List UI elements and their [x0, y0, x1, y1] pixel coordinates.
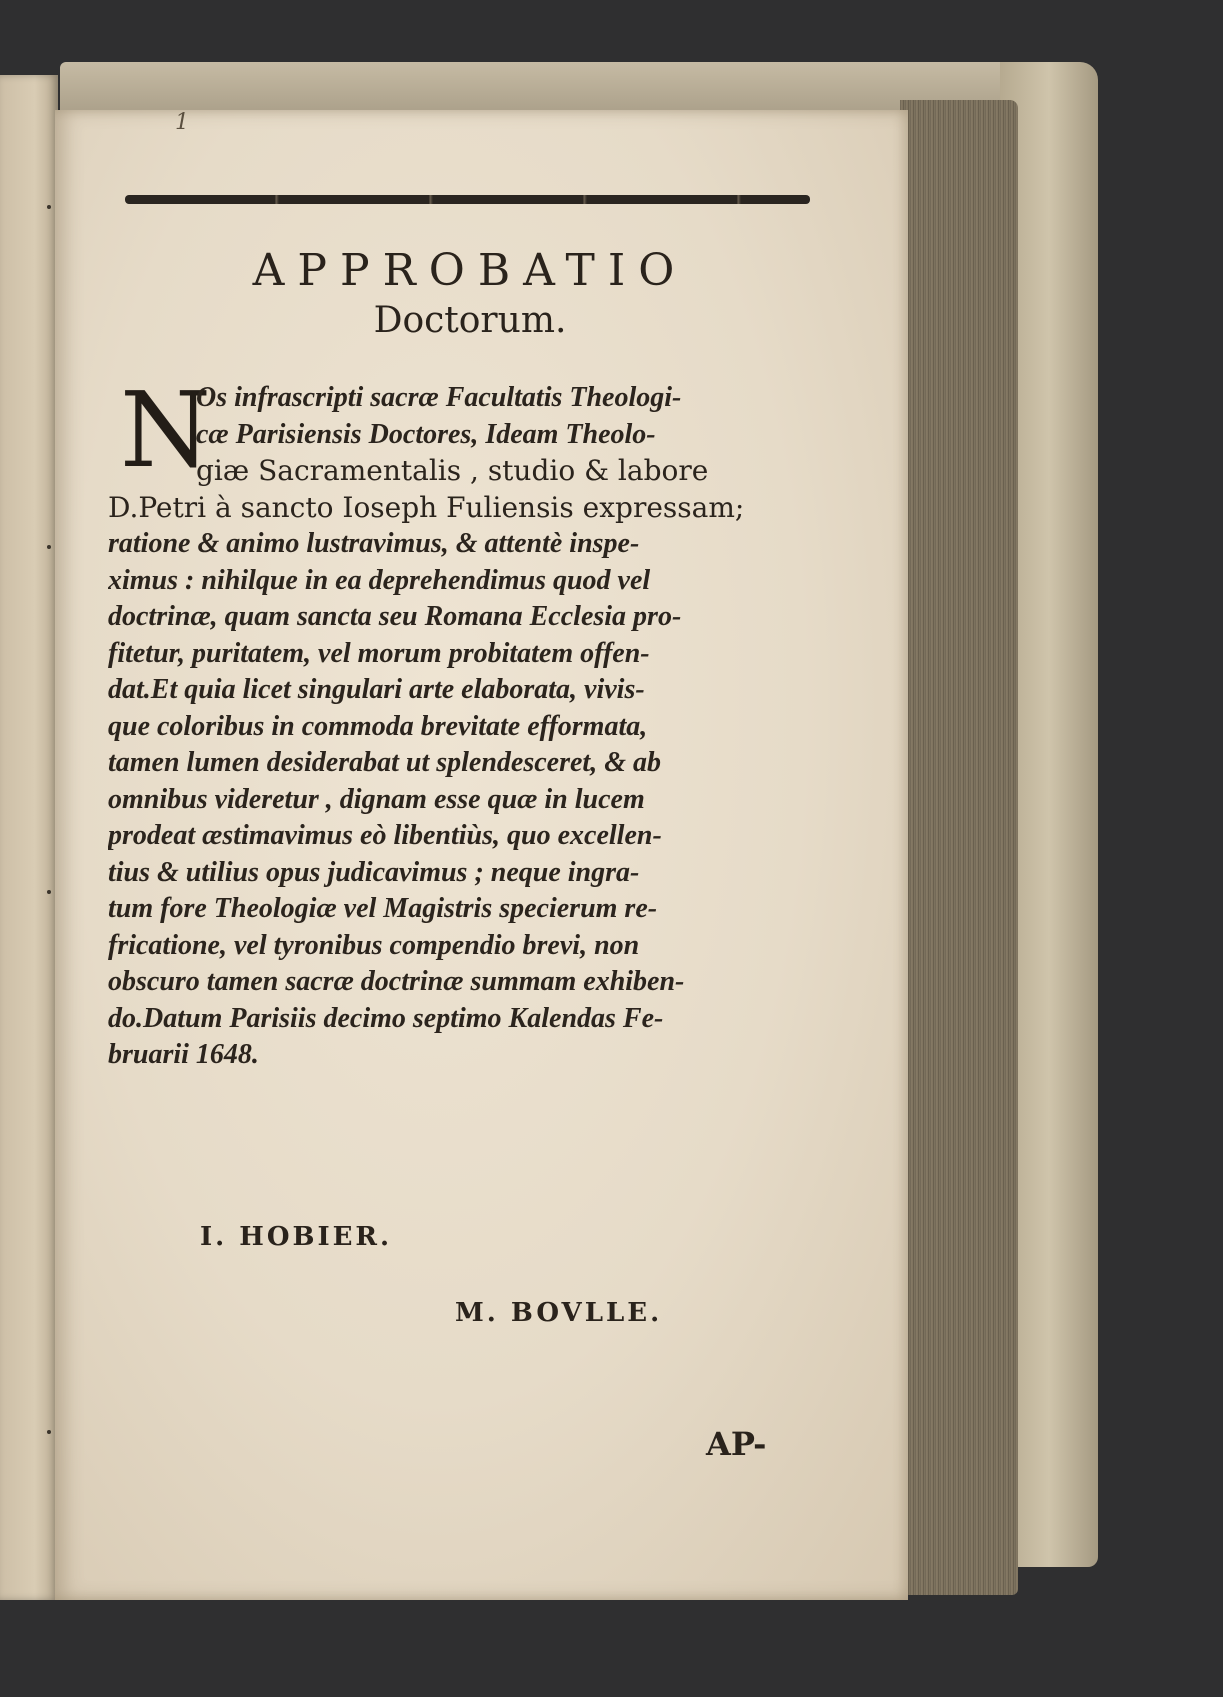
text-line: do.Datum Parisiis decimo septimo Kalendas Fe- [108, 1002, 664, 1034]
binding-stitch [47, 205, 51, 209]
approbation-text [108, 369, 820, 1074]
text-line: fitetur, puritatem, vel morum probitatem offen- [108, 637, 650, 669]
drop-cap: N [120, 369, 211, 491]
header-rule [125, 195, 810, 204]
page-edges [900, 100, 1018, 1595]
text-line: tamen lumen desiderabat ut splendesceret, & ab [108, 747, 661, 778]
text-line: giæ Sacramentalis , studio & labore [196, 454, 709, 487]
text-line: Os infrascripti sacræ Facultatis Theologi- [196, 382, 682, 413]
text-line: fricatione, vel tyronibus compendio brevi, non [108, 929, 640, 961]
text-line: obscuro tamen sacræ doctrinæ summam exhiben- [108, 966, 685, 997]
text-line: tum fore Theologiæ vel Magistris specierum re- [108, 893, 658, 924]
page-subtitle: Doctorum. [373, 300, 567, 341]
text-line: bruarii 1648. [108, 1039, 259, 1070]
text-line: ratione & animo lustravimus, & attentè inspe- [108, 528, 640, 559]
text-line: que coloribus in commoda brevitate efformata, [108, 710, 648, 742]
catchword: AP- [706, 1425, 767, 1463]
binding-stitch [47, 1430, 51, 1434]
text-line: omnibus videretur , dignam esse quæ in lucem [108, 783, 645, 815]
text-line: cæ Parisiensis Doctores, Ideam Theolo- [196, 418, 656, 450]
facing-page-edge [0, 75, 58, 1600]
signature-hobier: I. HOBIER. [200, 1222, 393, 1252]
binding-stitch [47, 890, 51, 894]
text-line: doctrinæ, quam sancta seu Romana Ecclesia pro- [108, 601, 682, 632]
text-line: dat.Et quia licet singulari arte elaborata, vivis- [108, 674, 645, 705]
page-number: 1 [175, 110, 189, 135]
text-line: tius & utilius opus judicavimus ; neque ingra- [108, 856, 640, 888]
signature-boulle: M. BOVLLE. [455, 1298, 663, 1328]
page-title: APPROBATIO [252, 245, 688, 296]
text-line: ximus : nihilque in ea deprehendimus quod vel [108, 564, 651, 596]
binding-stitch [47, 545, 51, 549]
text-line: D.Petri à sancto Ioseph Fuliensis expressam; [108, 490, 745, 524]
text-line: prodeat æstimavimus eò libentiùs, quo excellen- [108, 820, 662, 851]
